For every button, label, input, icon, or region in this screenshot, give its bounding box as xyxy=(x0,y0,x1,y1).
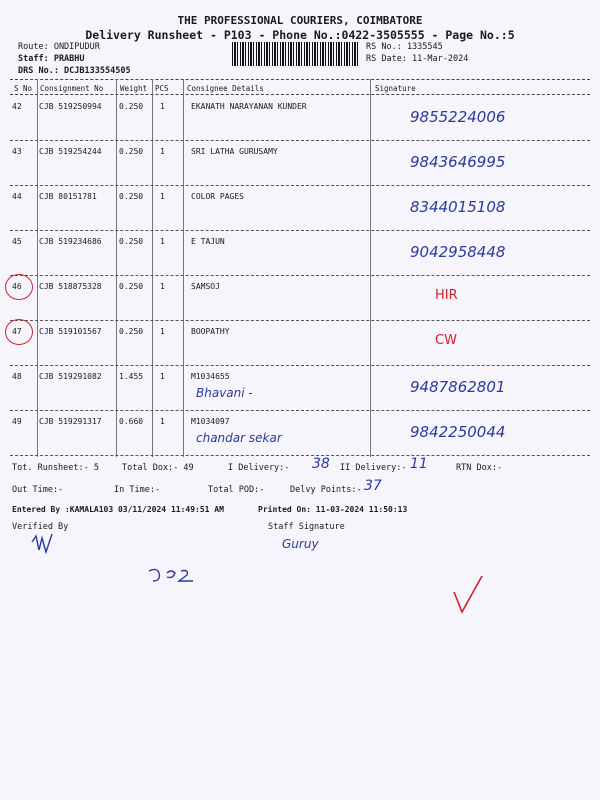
red-circle-mark xyxy=(5,274,33,300)
row-signature: 9855224006 xyxy=(410,108,506,126)
row-pcs: 1 xyxy=(160,147,165,156)
row-consignment-no: CJB 519291317 xyxy=(39,417,102,426)
row-sno: 46 xyxy=(12,282,22,291)
row-handwritten-note: chandar sekar xyxy=(196,431,282,445)
row-pcs: 1 xyxy=(160,327,165,336)
row-signature: 8344015108 xyxy=(410,198,506,216)
row-signature: 9842250044 xyxy=(410,423,506,441)
row-consignment-no: CJB 519291082 xyxy=(39,372,102,381)
row-consignee: M1034097 xyxy=(191,417,230,426)
table-row xyxy=(10,231,590,276)
ii-delivery-handwritten: 11 xyxy=(410,456,428,472)
row-pcs: 1 xyxy=(160,282,165,291)
table-row xyxy=(10,366,590,411)
col-consignment: Consignment No xyxy=(40,84,104,93)
entered-by: Entered By :KAMALA103 03/11/2024 11:49:51 AM xyxy=(12,505,224,514)
table-row xyxy=(10,276,590,321)
row-signature: CW xyxy=(435,333,457,348)
row-weight: 1.455 xyxy=(119,372,144,381)
row-weight: 0.250 xyxy=(119,102,144,111)
row-consignee: BOOPATHY xyxy=(191,327,230,336)
row-signature: 9487862801 xyxy=(410,378,506,396)
verified-by: Verified By xyxy=(12,522,69,532)
row-consignee: COLOR PAGES xyxy=(191,192,244,201)
col-sno: S No xyxy=(14,84,33,93)
row-sno: 45 xyxy=(12,237,22,246)
row-signature: 9042958448 xyxy=(410,243,506,261)
rs-number: RS No.: 1335545 xyxy=(366,42,443,52)
staff-signature-label: Staff Signature xyxy=(268,522,345,532)
row-consignee: M1034655 xyxy=(191,372,230,381)
col-weight: Weight xyxy=(120,84,148,93)
total-dox: Total Dox:- 49 xyxy=(122,463,194,473)
row-weight: 0.250 xyxy=(119,282,144,291)
total-pod: Total POD:- xyxy=(208,485,265,495)
table-top-rule xyxy=(10,79,590,80)
row-consignment-no: CJB 518875328 xyxy=(39,282,102,291)
row-sno: 49 xyxy=(12,417,22,426)
red-tick-mark xyxy=(448,572,488,618)
route-label: Route: ONDIPUDUR xyxy=(18,42,100,52)
tot-runsheet: Tot. Runsheet:- 5 xyxy=(12,463,99,473)
row-handwritten-note: Bhavani - xyxy=(196,386,253,400)
table-row xyxy=(10,321,590,366)
table-row xyxy=(10,186,590,231)
rs-date: RS Date: 11-Mar-2024 xyxy=(366,54,469,64)
row-sno: 42 xyxy=(12,102,22,111)
rtn-dox: RTN Dox:- xyxy=(456,463,503,473)
col-pcs: PCS xyxy=(155,84,169,93)
i-delivery-handwritten: 38 xyxy=(312,456,330,472)
i-delivery: I Delivery:- xyxy=(228,463,290,473)
row-consignee: EKANATH NARAYANAN KUNDER xyxy=(191,102,307,111)
col-consignee: Consignee Details xyxy=(187,84,264,93)
printed-on: Printed On: 11-03-2024 11:50:13 xyxy=(258,505,408,514)
row-pcs: 1 xyxy=(160,237,165,246)
initials-scribble xyxy=(145,565,205,587)
table-row xyxy=(10,141,590,186)
drs-label: DRS No.: DCJB133554505 xyxy=(18,66,131,76)
header-rule xyxy=(10,94,590,95)
row-weight: 0.250 xyxy=(119,192,144,201)
ii-delivery: II Delivery:- xyxy=(340,463,407,473)
row-sno: 43 xyxy=(12,147,22,156)
row-consignee: E TAJUN xyxy=(191,237,225,246)
row-weight: 0.250 xyxy=(119,147,144,156)
row-pcs: 1 xyxy=(160,102,165,111)
table-row xyxy=(10,411,590,456)
row-consignee: SAMSOJ xyxy=(191,282,220,291)
row-sno: 47 xyxy=(12,327,22,336)
row-pcs: 1 xyxy=(160,192,165,201)
verified-signature-scribble xyxy=(28,528,58,558)
delvy-points: Delvy Points:- xyxy=(290,485,362,495)
barcode xyxy=(232,42,358,66)
row-weight: 0.250 xyxy=(119,237,144,246)
row-consignee: SRI LATHA GURUSAMY xyxy=(191,147,278,156)
col-signature: Signature xyxy=(375,84,416,93)
row-consignment-no: CJB 519101567 xyxy=(39,327,102,336)
row-consignment-no: CJB 519234686 xyxy=(39,237,102,246)
row-weight: 0.660 xyxy=(119,417,144,426)
company-title: THE PROFESSIONAL COURIERS, COIMBATORE xyxy=(177,14,423,27)
row-pcs: 1 xyxy=(160,372,165,381)
row-pcs: 1 xyxy=(160,417,165,426)
row-sno: 48 xyxy=(12,372,22,381)
runsheet-subtitle: Delivery Runsheet - P103 - Phone No.:0422-3505555 - Page No.:5 xyxy=(85,28,515,42)
row-consignment-no: CJB 519254244 xyxy=(39,147,102,156)
out-time: Out Time:- xyxy=(12,485,64,495)
row-signature: HIR xyxy=(435,288,458,303)
row-signature: 9843646995 xyxy=(410,153,506,171)
row-divider xyxy=(10,455,590,456)
row-sno: 44 xyxy=(12,192,22,201)
row-consignment-no: CJB 80151781 xyxy=(39,192,97,201)
delvy-points-handwritten: 37 xyxy=(364,478,382,494)
row-consignment-no: CJB 519250994 xyxy=(39,102,102,111)
staff-signature-handwritten: Guruy xyxy=(282,537,319,551)
red-circle-mark xyxy=(5,319,33,345)
in-time: In Time:- xyxy=(114,485,161,495)
table-row xyxy=(10,96,590,141)
staff-label: Staff: PRABHU xyxy=(18,54,85,64)
row-weight: 0.250 xyxy=(119,327,144,336)
